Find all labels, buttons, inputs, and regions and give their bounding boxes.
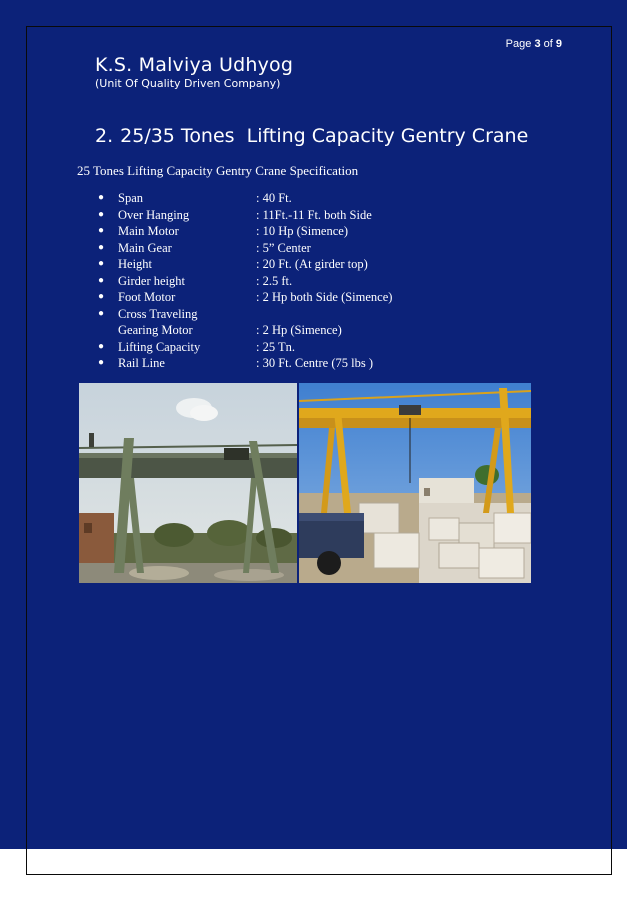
bullet-icon: ● bbox=[98, 291, 105, 302]
bullet-icon: ● bbox=[98, 225, 105, 236]
company-name: K.S. Malviya Udhyog bbox=[95, 54, 294, 76]
bullet-icon: ● bbox=[98, 340, 105, 352]
section-title: 25/35 Tones Lifting Capacity Gentry Crane bbox=[120, 125, 529, 147]
bullet-icon: ● bbox=[98, 208, 105, 220]
crane-photo-stone-yard bbox=[299, 383, 531, 583]
bullet-icon: ● bbox=[98, 192, 105, 203]
bullet-icon: ● bbox=[98, 307, 105, 319]
specification-subheading: 25 Tones Lifting Capacity Gentry Crane Specification bbox=[77, 163, 359, 178]
bullet-icon: ● bbox=[98, 241, 105, 253]
bullet-icon: ● bbox=[98, 258, 105, 269]
section-number: 2. bbox=[95, 125, 114, 147]
company-tagline: (Unit Of Quality Driven Company) bbox=[95, 77, 281, 90]
crane-photo-site bbox=[79, 383, 297, 583]
bullet-icon: ● bbox=[98, 274, 105, 286]
bullet-icon: ● bbox=[98, 357, 105, 368]
section-heading bbox=[95, 125, 528, 147]
page-number: Page 3 of 9 bbox=[505, 38, 562, 50]
